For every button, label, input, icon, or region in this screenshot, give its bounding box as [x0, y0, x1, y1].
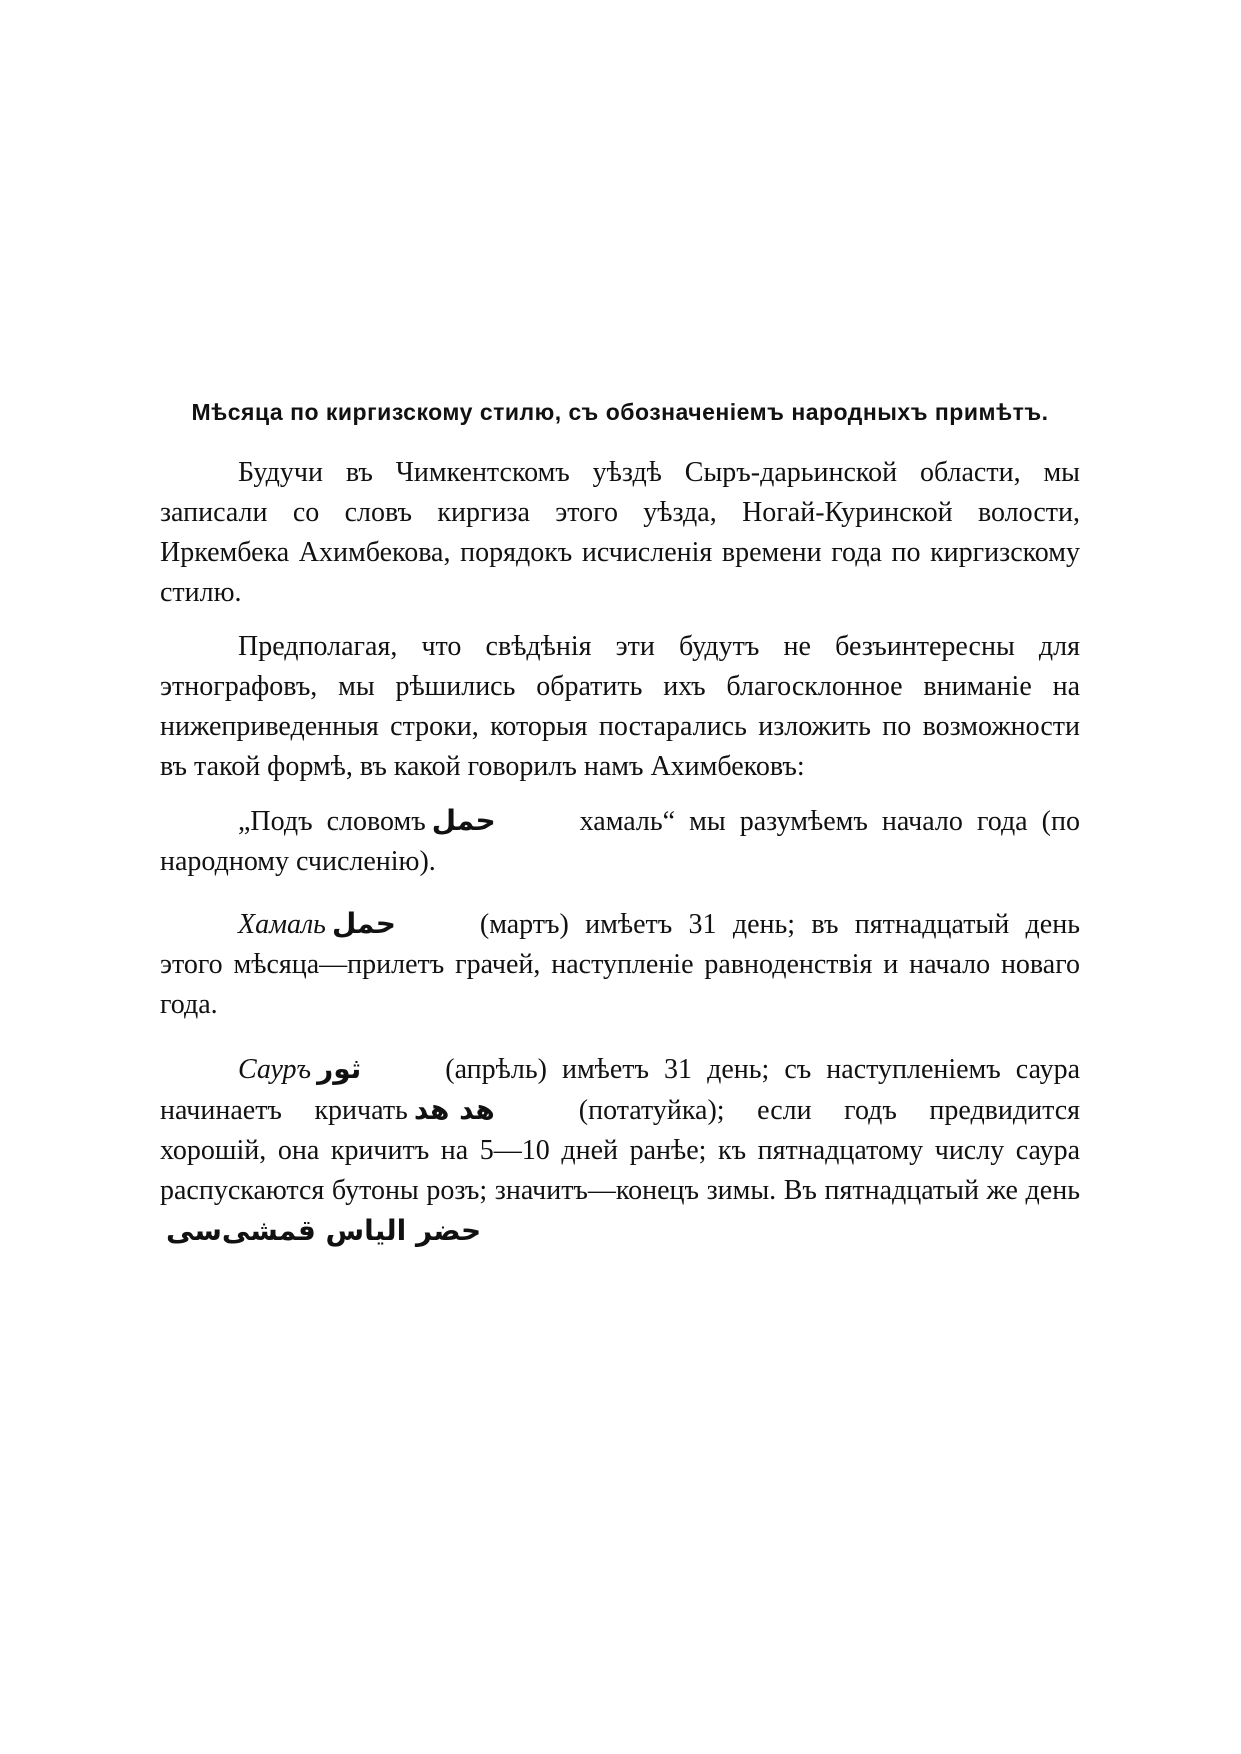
arabic-word-hoopoe: هد هد: [413, 1093, 495, 1126]
quote-text-before: „Подъ словомъ: [238, 806, 426, 837]
quote-paragraph: [160, 801, 1080, 882]
month-description-saur-part-1: (апрѣль) имѣетъ 31 день; съ наступленіемъ саура начинаетъ кричать: [160, 1054, 1080, 1126]
month-entry-hamal: [160, 904, 1080, 1025]
month-name-saur: Сауръ: [238, 1054, 312, 1085]
arabic-phrase-khidr: حضر الیاس قمشی‌سی: [166, 1214, 482, 1247]
document-page: [160, 393, 1080, 1266]
month-name-hamal: Хамаль: [238, 909, 326, 940]
arabic-word-saur: ثور: [317, 1052, 362, 1085]
section-title: Мѣсяца по киргизскому стилю, съ обозначеніемъ народныхъ примѣтъ.: [191, 399, 1049, 425]
arabic-word-hamal-month: حمل: [331, 907, 396, 940]
month-description-hamal: (мартъ) имѣетъ 31 день; въ пятнадцатый день этого мѣсяца—прилетъ грачей, наступленіе равноденствія и начало новаго года.: [160, 909, 1080, 1020]
intro-paragraph: Будучи въ Чимкентскомъ уѣздѣ Сыръ-дарьинской области, мы записали со словъ киргиза этого уѣзда, Ногай-Куринской волости, Иркембека Ахимбекова, порядокъ исчисленія времени года по киргизскому стилю.: [160, 457, 1080, 608]
second-paragraph: Предполагая, что свѣдѣнія эти будутъ не безъинтересны для этнографовъ, мы рѣшились обратить ихъ благосклонное вниманіе на нижеприведенныя строки, которыя постарались изложить по возможности въ такой формѣ, въ какой говорилъ намъ Ахимбековъ:: [160, 631, 1080, 782]
month-entry-saur: [160, 1049, 1080, 1252]
arabic-word-hamal: حمل: [431, 804, 496, 837]
quote-text-after: хамаль“ мы разумѣемъ начало года (по народному счисленію).: [160, 806, 1080, 877]
month-description-saur-part-2: (потатуйка); если годъ предвидится хорошій, она кричитъ на 5—10 дней ранѣе; къ пятнадцатому числу саура распускаются бутоны розъ; значитъ—конецъ зимы. Въ пятнадцатый же день: [160, 1095, 1081, 1206]
